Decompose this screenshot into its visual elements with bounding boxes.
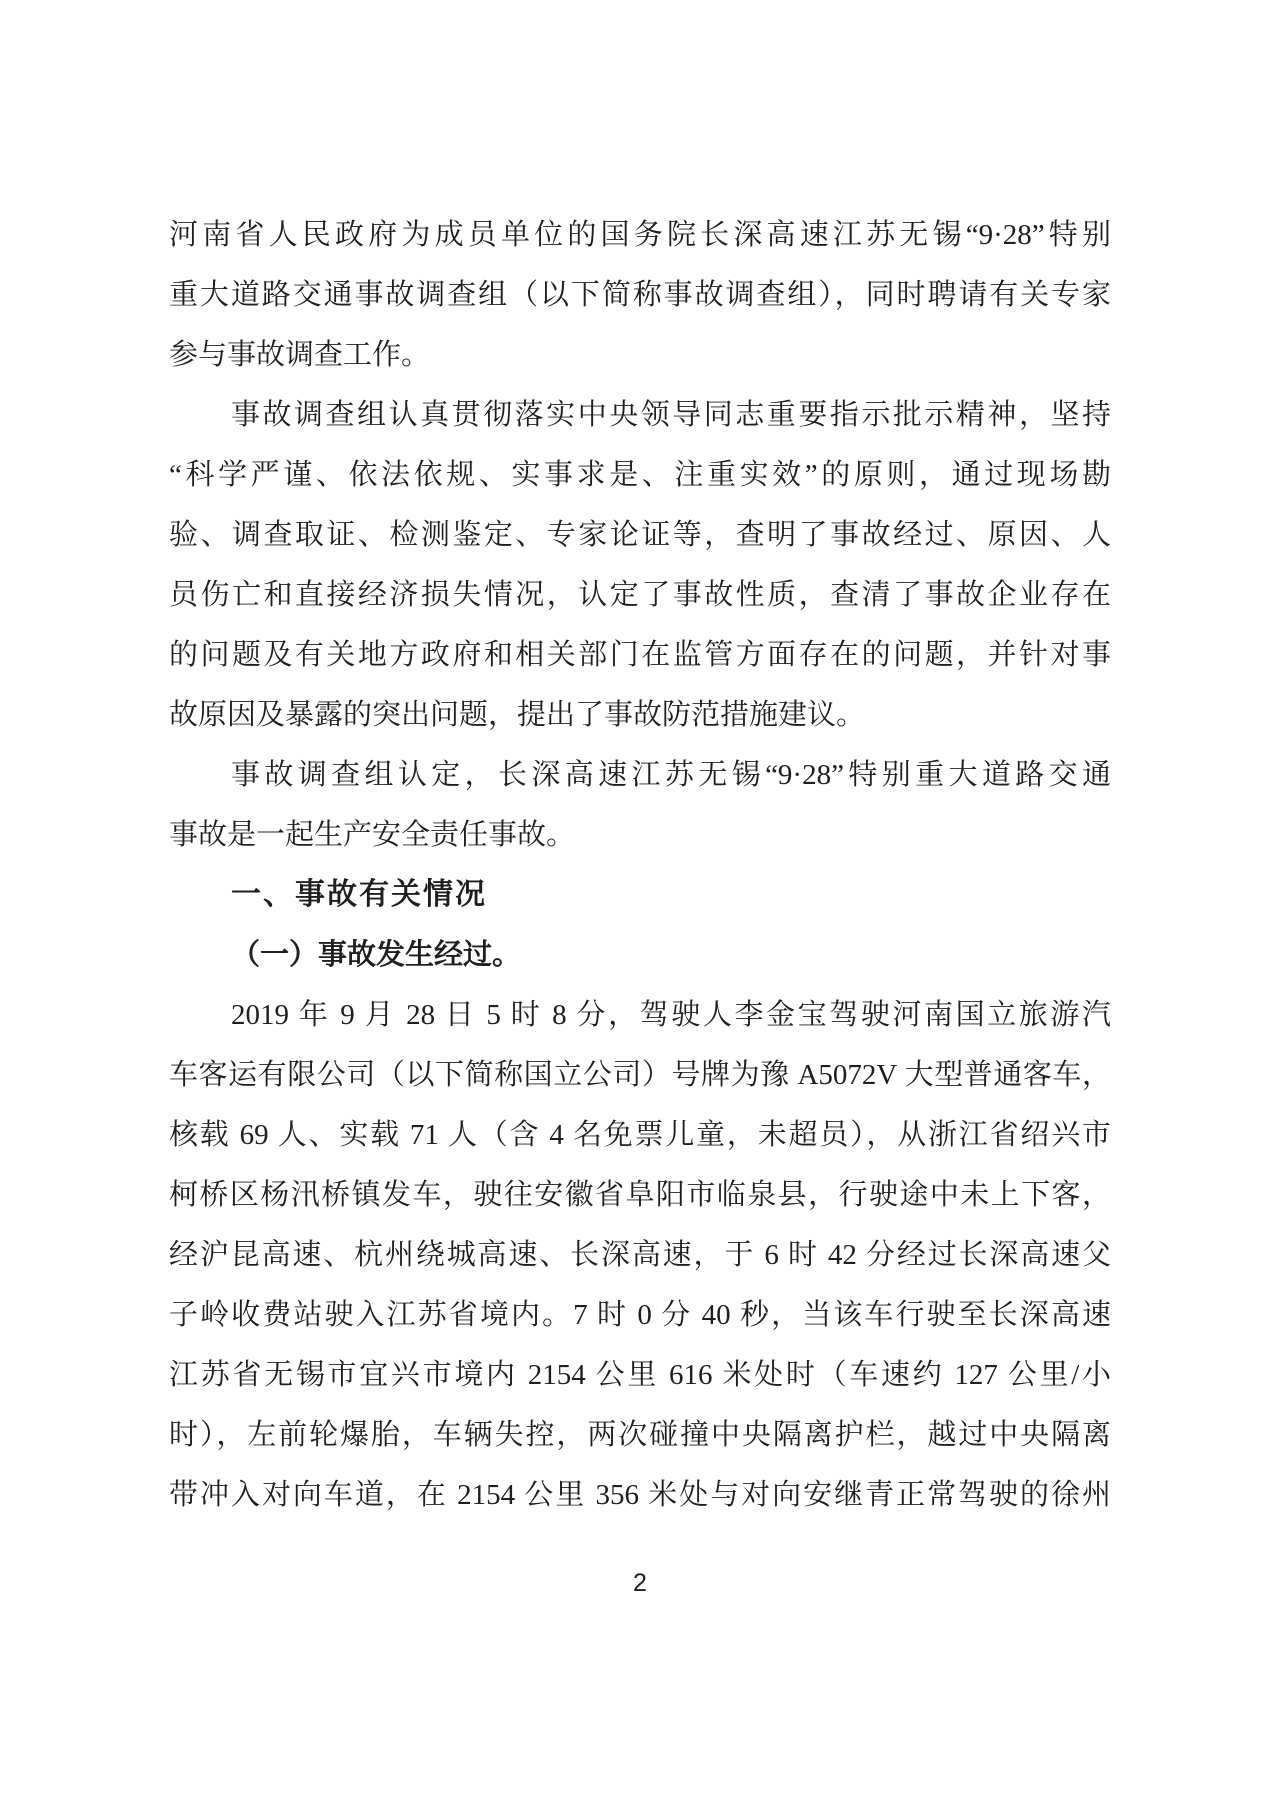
text-line: 的问题及有关地方政府和相关部门在监管方面存在的问题，并针对事 [169,639,1111,671]
text-line: 核载 69 人、实载 71 人（含 4 名免票儿童，未超员），从浙江省绍兴市 [169,1119,1111,1151]
text-line: 验、调查取证、检测鉴定、专家论证等，查明了事故经过、原因、人 [169,519,1111,551]
text-line: 车客运有限公司（以下简称国立公司）号牌为豫 A5072V 大型普通客车， [169,1059,1111,1091]
text-line: 子岭收费站驶入江苏省境内。7 时 0 分 40 秒，当该车行驶至长深高速 [169,1299,1111,1331]
text-line: 事故调查组认真贯彻落实中央领导同志重要指示批示精神，坚持 [231,399,1111,431]
text-line: “科学严谨、依法依规、实事求是、注重实效”的原则，通过现场勘 [169,459,1111,491]
text-line: 事故是一起生产安全责任事故。 [169,819,576,851]
text-line: 故原因及暴露的突出问题，提出了事故防范措施建议。 [169,699,866,731]
text-line: 时），左前轮爆胎，车辆失控，两次碰撞中央隔离护栏，越过中央隔离 [169,1419,1111,1451]
text-line: 江苏省无锡市宜兴市境内 2154 公里 616 米处时（车速约 127 公里/小 [169,1359,1111,1391]
text-line: 2019 年 9 月 28 日 5 时 8 分，驾驶人李金宝驾驶河南国立旅游汽 [231,999,1111,1031]
text-line: 柯桥区杨汛桥镇发车，驶往安徽省阜阳市临泉县，行驶途中未上下客， [169,1179,1111,1211]
document-body [169,205,1111,1525]
text-line: 经沪昆高速、杭州绕城高速、长深高速，于 6 时 42 分经过长深高速父 [169,1239,1111,1271]
text-line: 带冲入对向车道，在 2154 公里 356 米处与对向安继青正常驾驶的徐州 [169,1479,1111,1511]
text-line: 重大道路交通事故调查组（以下简称事故调查组），同时聘请有关专家 [169,279,1111,311]
subsection-heading: （一）事故发生经过。 [231,939,522,971]
section-heading: 一、事故有关情况 [231,878,487,911]
text-line: 员伤亡和直接经济损失情况，认定了事故性质，查清了事故企业存在 [169,579,1111,611]
text-line: 事故调查组认定，长深高速江苏无锡“9·28”特别重大道路交通 [231,759,1111,791]
page-number: 2 [633,1569,647,1597]
text-line: 参与事故调查工作。 [169,339,431,371]
text-line: 河南省人民政府为成员单位的国务院长深高速江苏无锡“9·28”特别 [169,219,1111,251]
